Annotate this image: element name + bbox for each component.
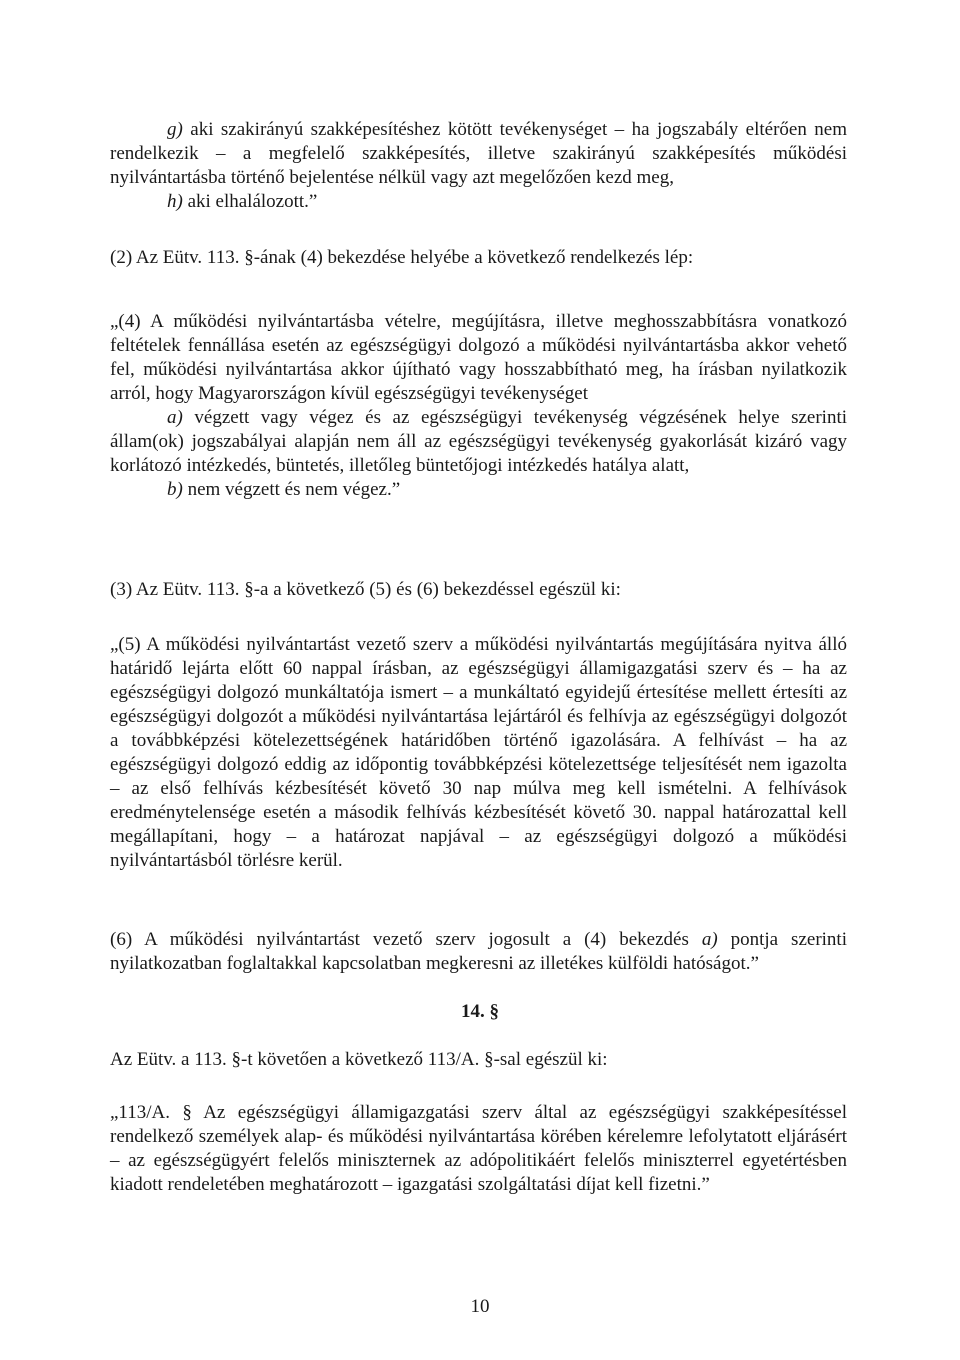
paragraph-3 bbox=[110, 578, 847, 602]
item-h-text: aki elhalálozott.” bbox=[187, 191, 318, 212]
section-heading: 14. § bbox=[461, 1001, 499, 1022]
quote-4-lead: „(4) A működési nyilvántartásba vételre, megújításra, illetve meghosszabbításra vonatkozó feltételek fennállása esetén az egészségügyi dolgozó a működési nyilvántartásba akkor vehető fel, működési nyilvántartása akkor újítható vagy hosszabbítható meg, ha írásban nyilatkozik arról, hogy Magyarországon kívül egészségügyi tevékenységet bbox=[110, 311, 847, 404]
item-g bbox=[110, 118, 847, 190]
item-h bbox=[110, 190, 847, 214]
quote-6-text bbox=[110, 928, 847, 976]
quote-4-item-a bbox=[110, 406, 847, 478]
item-g-letter: g) bbox=[167, 119, 183, 140]
paragraph-intro bbox=[110, 1048, 847, 1072]
quote-5-text: „(5) A működési nyilvántartást vezető szerv a működési nyilvántartás megújítására nyitva álló határidő lejárta előtt 60 nappal írásban, az egészségügyi államigazgatási szerv és – ha az egészségügyi dolgozó munkáltatója ismert – a munkáltató egyidejű értesítése mellett értesíti az egészségügyi dolgozót a működési nyilvántartása lejártáról és felhívja az egészségügyi dolgozót a továbbképzési kötelezettségének határidőben történő igazolására. A felhívást – ha az egészségügyi dolgozó eddig az időpontig továbbképzési kötelezettsége teljesítését nem igazolta – az első felhívás kézbesítését követő 30 nap múlva meg kell ismételni. A felhívások eredménytelensége esetén a második felhívás kézbesítését követő 30. nappal határozattal kell megállapítani, hogy – a határozat napjával – az egészségügyi dolgozó a működési nyilvántartásból törlésre kerül. bbox=[110, 634, 847, 871]
item-g-h-block bbox=[110, 118, 847, 214]
quote-4-item-b bbox=[110, 478, 847, 502]
quote-6-after: pontja szerinti nyilatkozatban foglaltakkal kapcsolatban megkeresni az illetékes külföldi hatóságot.” bbox=[110, 929, 847, 974]
item-h-letter: h) bbox=[167, 191, 183, 212]
paragraph-3-text: (3) Az Eütv. 113. §-a a következő (5) és (6) bekezdéssel egészül ki: bbox=[110, 579, 621, 600]
paragraph-intro-text: Az Eütv. a 113. §-t követően a következő 113/A. §-sal egészül ki: bbox=[110, 1049, 608, 1070]
quote-4-a-letter: a) bbox=[167, 407, 183, 428]
quote-6-letter: a) bbox=[701, 929, 718, 950]
quote-113a-text: „113/A. § Az egészségügyi államigazgatási szerv által az egészségügyi szakképesítéssel rendelkező személyek alap- és működési nyilvántartása körében kérelemre lefolytatott eljárásért – az egészségügyért felelős miniszternek az adópolitikáért felelős miniszterrel egyetértésben kiadott rendeletében meghatározott – igazgatási szolgáltatási díjat kell fizetni.” bbox=[110, 1102, 847, 1195]
quote-4-b-letter: b) bbox=[167, 479, 183, 500]
page-number: 10 bbox=[470, 1296, 490, 1317]
paragraph-2-text: (2) Az Eütv. 113. §-ának (4) bekezdése helyébe a következő rendelkezés lép: bbox=[110, 247, 694, 268]
item-g-text: aki szakirányú szakképesítéshez kötött tevékenységet – ha jogszabály eltérően nem rendelkezik – a megfelelő szakképesítés, illetve szakirányú szakképesítés működési nyilvántartásba történő bejelentése nélkül vagy azt megelőzően kezd meg, bbox=[110, 119, 847, 188]
quote-4-block bbox=[110, 310, 847, 502]
quote-4-a-text: végzett vagy végez és az egészségügyi tevékenység végzésének helye szerinti állam(ok) jogszabályai alapján nem áll az egészségügyi tevékenység gyakorlását kizáró vagy korlátozó intézkedés, büntetés, illetőleg büntetőjogi intézkedés hatálya alatt, bbox=[110, 407, 847, 476]
paragraph-2 bbox=[110, 246, 847, 270]
quote-6-block bbox=[110, 928, 847, 976]
quote-4-b-text: nem végzett és nem végez.” bbox=[187, 479, 401, 500]
quote-6-before: (6) A működési nyilvántartást vezető szerv jogosult a (4) bekezdés bbox=[110, 929, 702, 950]
quote-113a-block bbox=[110, 1101, 847, 1197]
quote-5-block bbox=[110, 633, 847, 873]
